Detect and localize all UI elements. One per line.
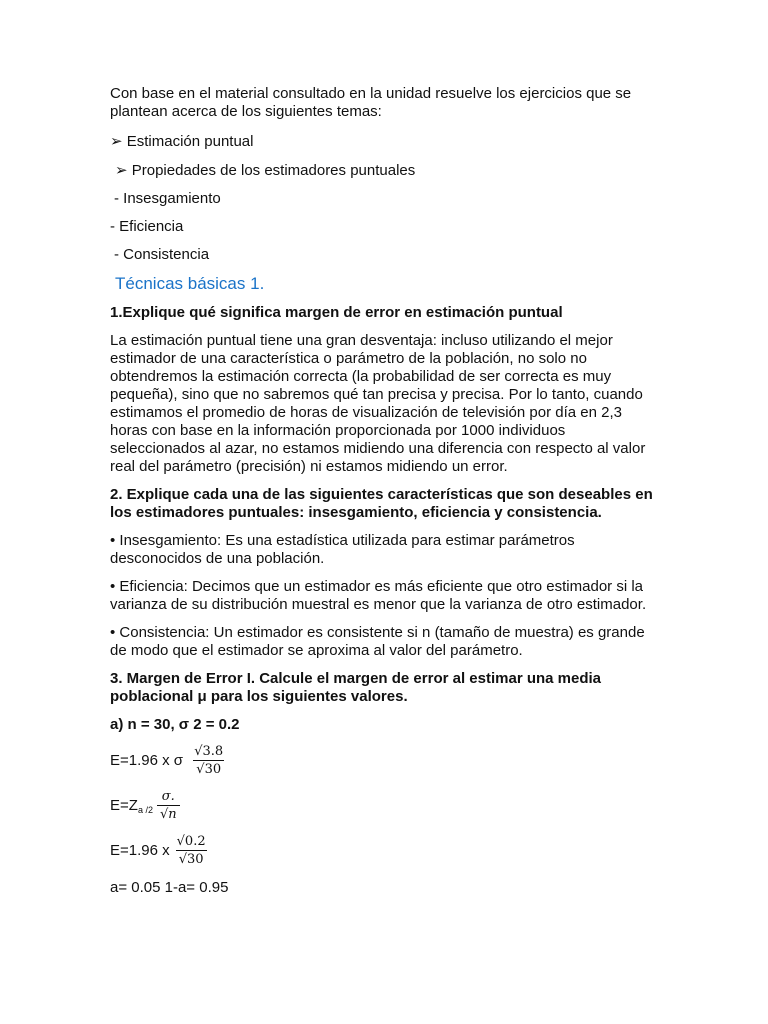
formula-1-lead: E=1.96 x σ: [110, 752, 188, 769]
answer-1: La estimación puntual tiene una gran desventaja: incluso utilizando el mejor estimador de una característica o parámetro de la población, no solo no obtendremos la estimación correcta (la probabilidad de ser correcta es muy pequeña), sino que no sabremos qué tan precisa y precisa. Por lo tanto, cuando estimamos el promedio de horas de visualización de televisión por día en 2,3 horas con base en la información proporcionada por 1000 individuos seleccionados al azar, no estamos midiendo una diferencia con respecto al valor real del parámetro (precisión) ni estamos midiendo un error.: [110, 332, 646, 475]
formula-1: [110, 744, 655, 777]
formula-2-fraction: [157, 789, 180, 822]
question-2: 2. Explique cada una de las siguientes características que son deseables en los estimadores puntuales: insesgamiento, eficiencia y consistencia.: [110, 486, 653, 521]
bullet-consistencia: • Consistencia: Un estimador es consistente si n (tamaño de muestra) es grande de modo que el estimador se aproxima al valor del parámetro.: [110, 624, 645, 659]
formula-3-numerator: √0.2: [176, 834, 206, 849]
formula-1-fraction: [191, 744, 226, 777]
formula-3: [110, 834, 655, 867]
question-1: 1.Explique qué significa margen de error en estimación puntual: [110, 304, 563, 321]
subtopic-insesgamiento: - Insesgamiento: [114, 190, 221, 207]
formula-2: [110, 789, 655, 822]
formula-1-numerator: √3.8: [194, 744, 224, 759]
formula-3-fraction: [174, 834, 209, 867]
formula-2-lead: E=Z: [110, 797, 138, 814]
bullet-insesgamiento: • Insesgamiento: Es una estadística utilizada para estimar parámetros desconocidos de una población.: [110, 532, 575, 567]
topic-propiedades: ➢ Propiedades de los estimadores puntuales: [115, 162, 416, 179]
formula-3-lead: E=1.96 x: [110, 842, 170, 859]
bullet-eficiencia: • Eficiencia: Decimos que un estimador es más eficiente que otro estimador si la varianza de su distribución muestral es menor que la varianza de otro estimador.: [110, 578, 647, 613]
subtopic-consistencia: - Consistencia: [114, 246, 210, 263]
formula-3-denominator: √30: [176, 850, 207, 867]
formula-2-subscript: a /2: [137, 804, 153, 815]
formula-1-denominator: √30: [193, 760, 224, 777]
formula-2-denominator: √n: [157, 805, 180, 822]
subtopic-eficiencia: - Eficiencia: [110, 218, 184, 235]
section-heading: Técnicas básicas 1.: [115, 274, 265, 293]
formula-2-numerator: σ.: [161, 789, 175, 804]
topic-estimacion-puntual: ➢ Estimación puntual: [110, 133, 254, 150]
question-3: 3. Margen de Error I. Calcule el margen de error al estimar una media poblacional μ para los siguientes valores.: [110, 670, 602, 705]
part-a: a) n = 30, σ 2 = 0.2: [110, 716, 240, 733]
alpha-line: a= 0.05 1-a= 0.95: [110, 879, 229, 896]
document-page: [110, 85, 655, 907]
intro-paragraph: Con base en el material consultado en la unidad resuelve los ejercicios que se plantean acerca de los siguientes temas:: [110, 85, 632, 120]
